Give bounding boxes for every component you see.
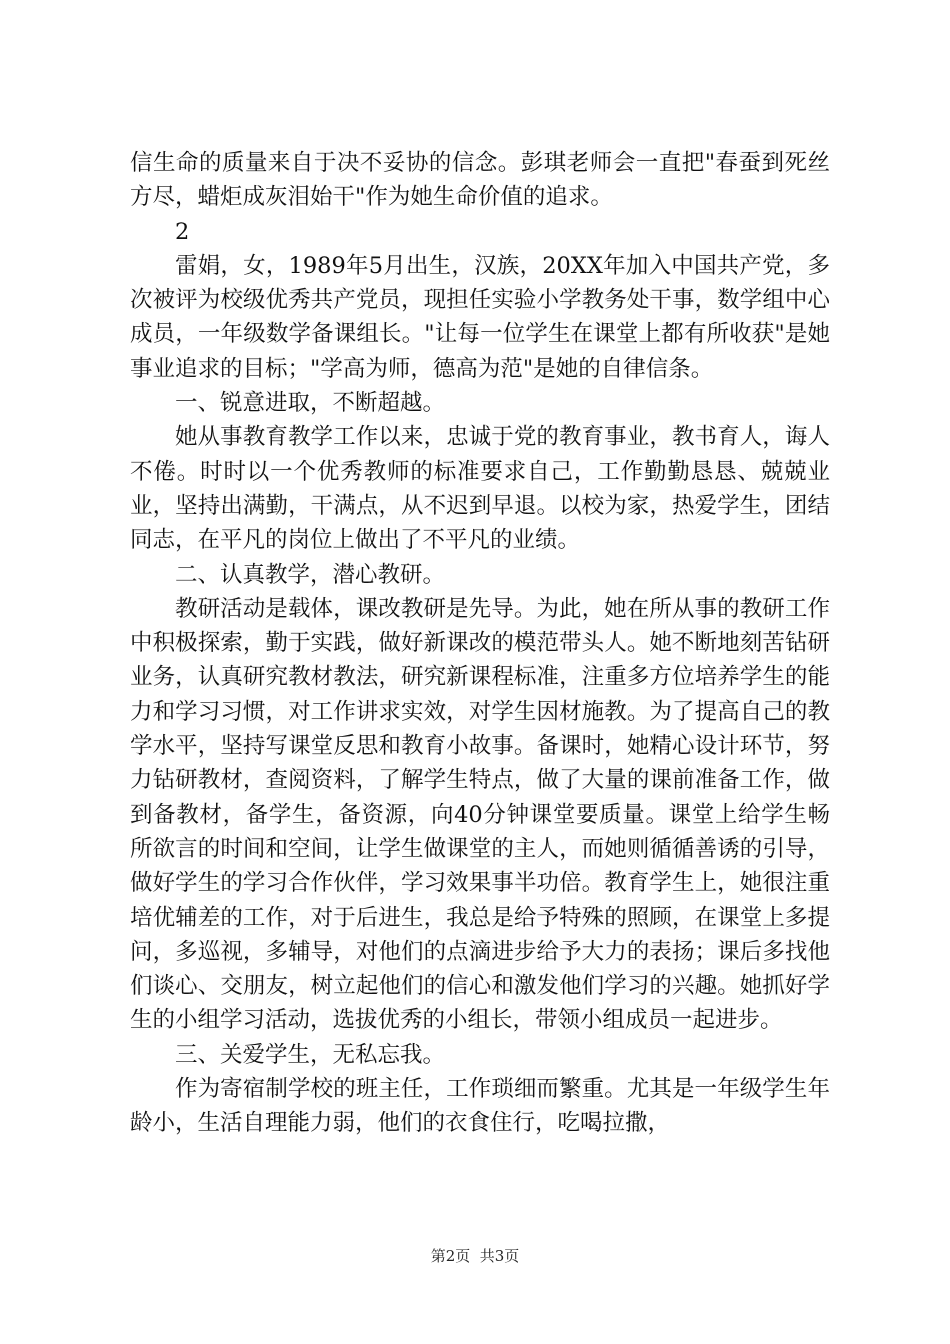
paragraph-section-3: 作为寄宿制学校的班主任，工作琐细而繁重。尤其是一年级学生年龄小，生活自理能力弱，他们的衣食住行，吃喝拉撒， [130,1076,830,1137]
heading-section-1: 一、锐意进取，不断超越。 [175,390,446,417]
page-footer: 第2页 共3页 [430,1247,520,1265]
paragraph-intro: 雷娟，女，1989年5月出生，汉族，20XX年加入中国共产党，多次被评为校级优秀共产党员，现担任实验小学教务处干事，数学组中心成员，一年级数学备课组长。"让每一位学生在课堂上都有所收获"是她事业追求的目标；"学高为师，德高为范"是她的自律信条。 [130,252,830,382]
document-body [130,146,830,1141]
section-number: 2 [175,218,190,245]
paragraph-section-2: 教研活动是载体，课改教研是先导。为此，她在所从事的教研工作中积极探索，勤于实践，做好新课改的模范带头人。她不断地刻苦钻研业务，认真研究教材教法，研究新课程标准，注重多方位培养学生的能力和学习习惯，对工作讲求实效，对学生因材施教。为了提高自己的教学水平，坚持写课堂反思和教育小故事。备课时，她精心设计环节，努力钻研教材，查阅资料，了解学生特点，做了大量的课前准备工作，做到备教材，备学生，备资源，向40分钟课堂要质量。课堂上给学生畅所欲言的时间和空间，让学生做课堂的主人，而她则循循善诱的引导，做好学生的学习合作伙伴，学习效果事半功倍。教育学生上，她很注重培优辅差的工作，对于后进生，我总是给予特殊的照顾，在课堂上多提问，多巡视，多辅导，对他们的点滴进步给予大力的表扬；课后多找他们谈心、交朋友，树立起他们的信心和激发他们学习的兴趣。她抓好学生的小组学习活动，选拔优秀的小组长，带领小组成员一起进步。 [130,595,830,1034]
heading-section-3: 三、关爱学生，无私忘我。 [175,1041,446,1068]
paragraph-continuation: 信生命的质量来自于决不妥协的信念。彭琪老师会一直把"春蚕到死丝方尽，蜡炬成灰泪始干"作为她生命价值的追求。 [130,150,830,211]
heading-section-2: 二、认真教学，潜心教研。 [175,561,446,588]
paragraph-section-1: 她从事教育教学工作以来，忠诚于党的教育事业，教书育人，诲人不倦。时时以一个优秀教师的标准要求自己，工作勤勤恳恳、兢兢业业，坚持出满勤，干满点，从不迟到早退。以校为家，热爱学生，团结同志，在平凡的岗位上做出了不平凡的业绩。 [130,424,830,554]
